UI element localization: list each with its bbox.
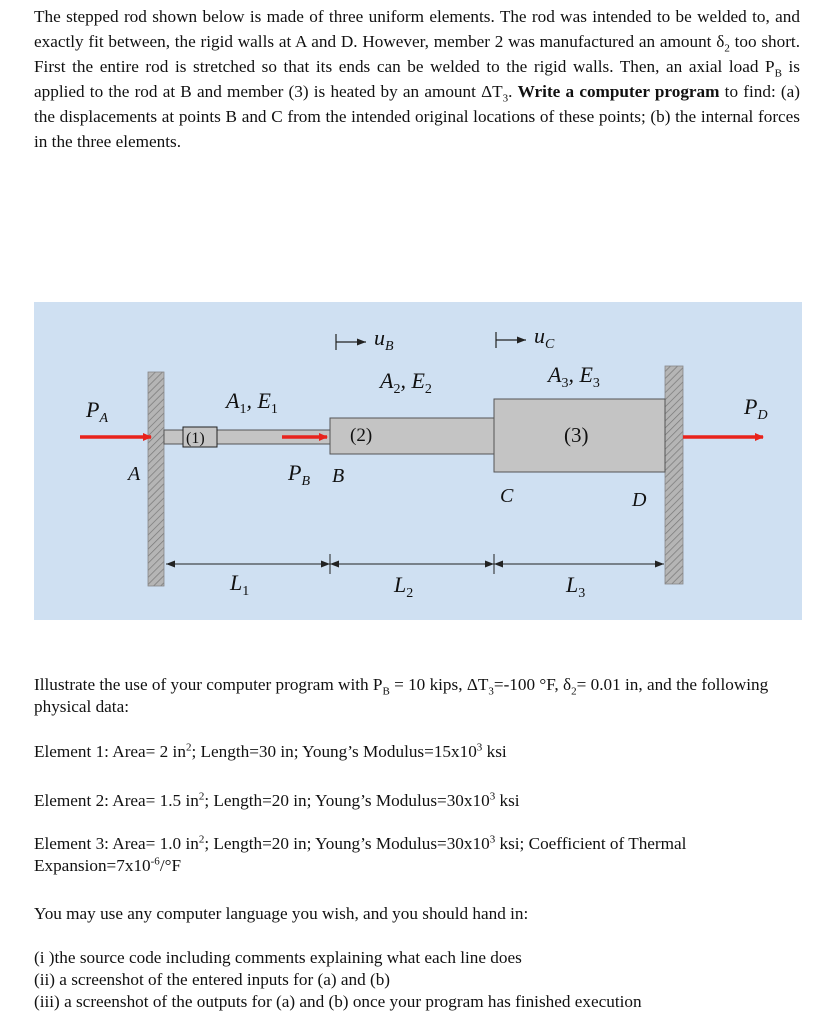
label-l2: $L_2$: [394, 572, 414, 601]
el2-text-c: ksi: [495, 791, 520, 810]
intro-sub-b: B: [774, 67, 782, 80]
element-1-data: [34, 741, 804, 763]
el3-text-c: ksi; Coefficient of Thermal Expansion=7x10: [34, 834, 687, 875]
label-el2: (2): [350, 425, 373, 446]
el1-text-b: ; Length=30 in; Young’s Modulus=15x10: [191, 742, 477, 761]
list-item: (iii) a screenshot of the outputs for (a) and (b) once your program has finished execution: [34, 992, 642, 1011]
list-item: (i )the source code including comments explaining what each line does: [34, 948, 522, 967]
label-a3e3: $A_3$, $E_3$: [548, 362, 600, 391]
el3-sup3: -6: [150, 855, 160, 868]
element-2-data: [34, 790, 804, 812]
label-el3: (3): [564, 423, 589, 447]
illustrate-text-4: = 0.01 in, and the following physical data:: [34, 675, 769, 716]
label-pb: $P_B$: [288, 460, 311, 489]
el3-text-a: Element 3: Area= 1.0 in: [34, 834, 199, 853]
intro-sub-3: 3: [502, 92, 509, 105]
left-wall: [148, 372, 164, 586]
label-ub: $u_B$: [374, 325, 394, 354]
label-a: A: [128, 463, 141, 485]
label-l3: $L_3$: [566, 572, 586, 601]
label-l1: $L_1$: [230, 570, 250, 599]
label-c: C: [500, 485, 514, 507]
el3-text-b: ; Length=20 in; Young’s Modulus=30x10: [204, 834, 490, 853]
intro-text-2: too short. First the entire rod is stretched so that its ends can be welded to the rigid walls. Then, an axial load P: [34, 32, 801, 76]
el3-sup2: 3: [489, 833, 496, 846]
el3-sup: 2: [198, 833, 205, 846]
label-a1e1: $A_1$, $E_1$: [226, 388, 278, 417]
el2-sup2: 3: [489, 790, 496, 803]
el1-text-a: Element 1: Area= 2 in: [34, 742, 186, 761]
illustrate-paragraph: [34, 674, 800, 718]
illustrate-sub-2: 2: [571, 685, 577, 698]
list-item: (ii) a screenshot of the entered inputs for (a) and (b): [34, 970, 391, 989]
intro-sub-2: 2: [724, 42, 730, 55]
el2-text-a: Element 2: Area= 1.5 in: [34, 791, 199, 810]
el1-text-c: ksi: [482, 742, 507, 761]
el1-sup: 2: [185, 741, 192, 754]
label-pd: $P_D$: [744, 394, 768, 423]
label-b: B: [332, 465, 345, 487]
el2-sup: 2: [198, 790, 205, 803]
illustrate-text-3: =-100 °F, δ: [493, 675, 572, 694]
intro-text-3: is applied to the rod at B and member (3) is heated by an amount ΔT: [34, 57, 800, 101]
stepped-rod-figure: [34, 302, 802, 620]
intro-text-4: .: [508, 82, 518, 101]
label-d: D: [632, 489, 647, 511]
illustrate-sub-b: B: [382, 685, 390, 698]
el1-sup2: 3: [476, 741, 483, 754]
problem-statement: [34, 4, 800, 154]
intro-bold-instruction: Write a computer program: [517, 82, 720, 101]
illustrate-text-1: Illustrate the use of your computer program with P: [34, 675, 383, 694]
deliverables-list: [34, 947, 804, 1013]
intro-text-1: The stepped rod shown below is made of three uniform elements. The rod was intended to be welded to, and exactly fit between, the rigid walls at A and D. However, member 2 was manufactured an amount δ: [34, 7, 800, 51]
illustrate-sub-3: 3: [488, 685, 494, 698]
el2-text-b: ; Length=20 in; Young’s Modulus=30x10: [204, 791, 490, 810]
label-uc: $u_C$: [534, 323, 555, 352]
handin-instruction: You may use any computer language you wish, and you should hand in:: [34, 904, 529, 923]
intro-text-5: to find: (a) the displacements at points B and C from the intended original locations of these points; (b) the internal forces in the three elements.: [34, 82, 801, 151]
right-wall: [665, 366, 683, 584]
el3-text-d: /°F: [159, 856, 182, 875]
label-a2e2: $A_2$, $E_2$: [380, 368, 432, 397]
illustrate-text-2: = 10 kips, ΔT: [389, 675, 489, 694]
label-pa: $P_A$: [86, 397, 109, 426]
label-el1: (1): [186, 430, 205, 447]
element-3-data: [34, 833, 804, 877]
